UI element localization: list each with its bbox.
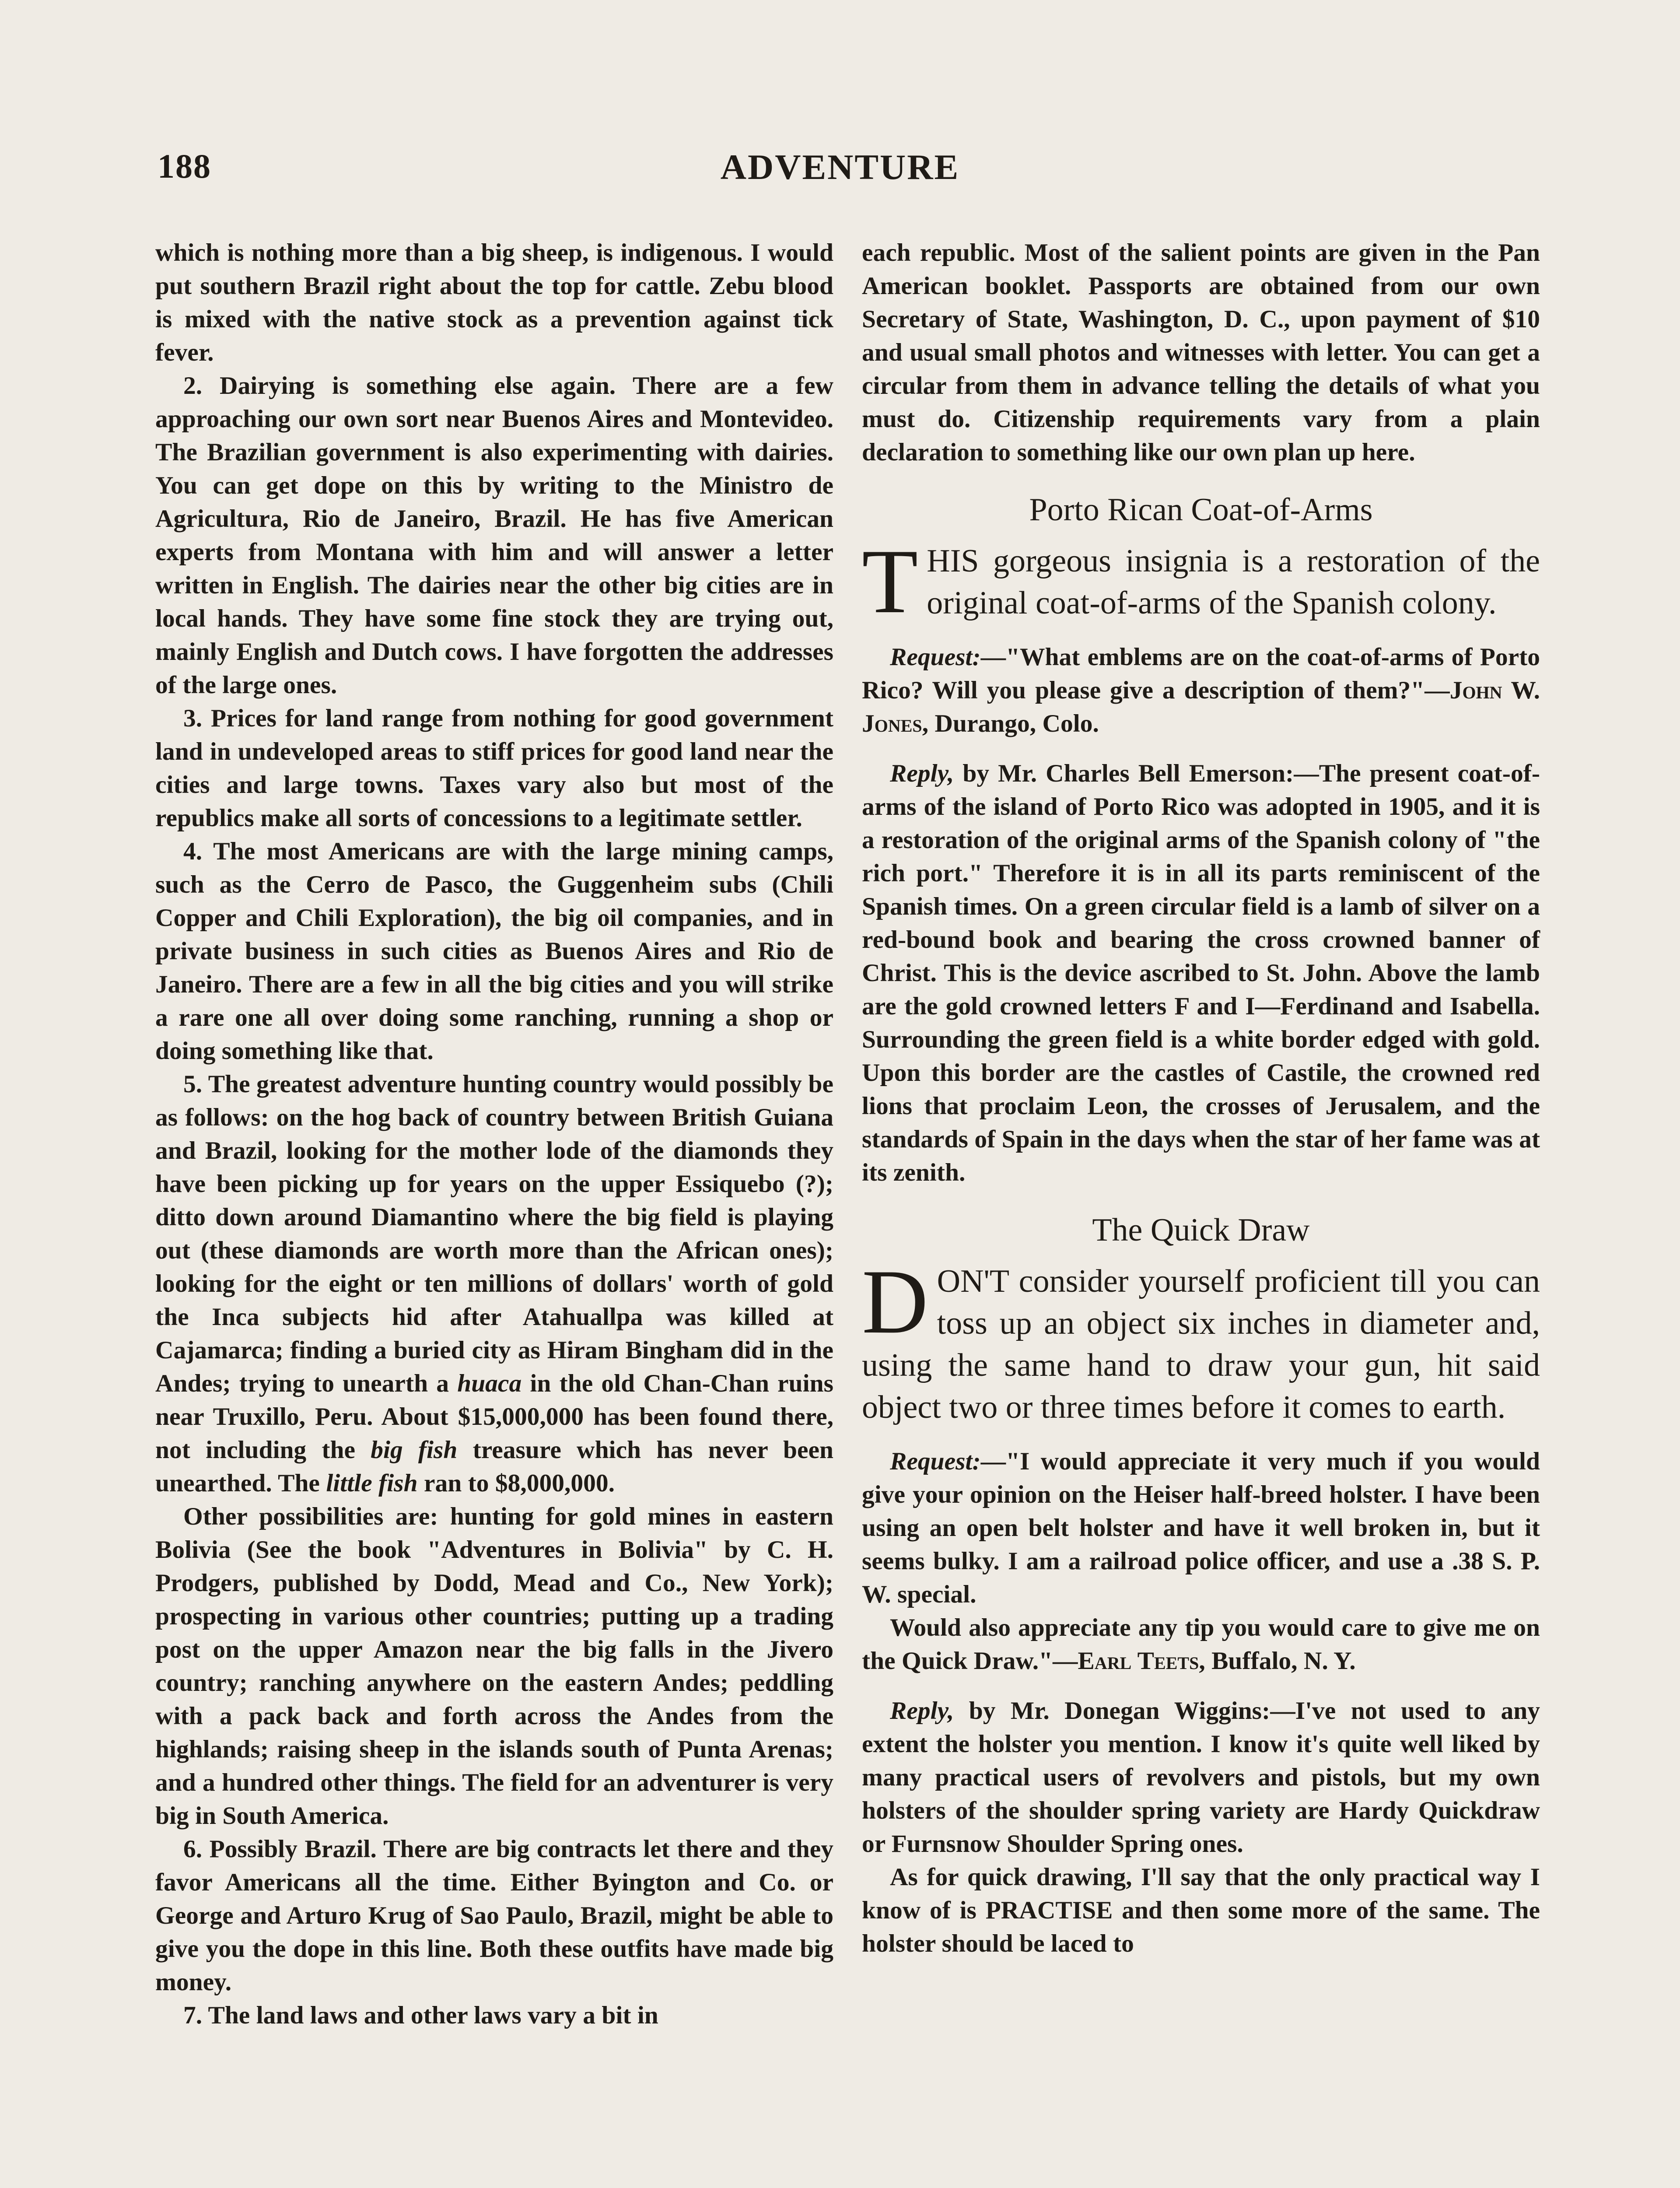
right-column <box>862 236 1540 1960</box>
reply-label: Reply, <box>890 760 954 787</box>
request-label: Request: <box>890 1448 981 1475</box>
text-run: , Buffalo, N. Y. <box>1199 1647 1356 1675</box>
lead-paragraph <box>862 1251 1540 1428</box>
paragraph: 3. Prices for land range from nothing for good government land in undeveloped areas to stiff prices for good land near the cities and large towns. Taxes vary also but most of the republics make all sorts of concessions to a legitimate settler. <box>155 705 833 832</box>
paragraph: 7. The land laws and other laws vary a bit in <box>183 2002 658 2029</box>
paragraph: each republic. Most of the salient points are given in the Pan American booklet. Passports are obtained from our own Secretary of State, Washington, D. C., upon payment of $10 and usual small photos and witnesses with letter. You can get a circular from them in advance telling the details of what you must do. Citizenship requirements vary from a plain declaration to something like our own plan up here. <box>862 239 1540 466</box>
author-name: Earl Teets <box>1078 1647 1199 1675</box>
author-name: John W. Jones <box>862 677 1540 737</box>
left-column <box>155 236 833 2032</box>
reply-paragraph <box>862 757 1540 1189</box>
italic-term: big fish <box>371 1436 458 1464</box>
text-run: , Durango, Colo. <box>922 710 1099 737</box>
text-run: —"I would appreciate it very much if you would give your opinion on the Heiser half-breed holster. I have been using an open belt holster and have it well broken in, but it seems bulky. I am a railroad police officer, and use a .38 S. P. W. special. <box>862 1448 1540 1608</box>
request-label: Request: <box>890 643 981 671</box>
text-run: 5. The greatest adventure hunting country would possibly be as follows: on the hog back of country between British Guiana and Brazil, looking for the mother lode of the diamonds they have been picking up for years on the upper Essiquebo (?); ditto down around Diamantino where the big field is playing out (these diamonds are worth more than the African ones); looking for the eight or ten millions of dollars' worth of gold the Inca subjects hid after Atahuallpa was killed at Cajamarca; finding a buried city as Hiram Bingham did in the Andes; trying to unearth a <box>155 1070 833 1397</box>
italic-term: little fish <box>326 1469 418 1497</box>
text-run: by Mr. Charles Bell Emerson:—The present coat-of-arms of the island of Porto Rico was adopted in 1905, and it is a restoration of the original arms of the Spanish colony of "the rich port." Therefore it is in all its parts reminiscent of the Spanish times. On a green circular field is a lamb of silver on a red-bound book and bearing the cross crowned banner of Christ. This is the device ascribed to St. John. Above the lamb are the gold crowned letters F and I—Ferdinand and Isabella. Surrounding the green field is a white border edged with gold. Upon this border are the castles of Castile, the crowned red lions that proclaim Leon, the crosses of Jerusalem, and the standards of Spain in the days when the star of her fame was at its zenith. <box>862 760 1540 1186</box>
drop-cap: T <box>862 531 918 632</box>
paragraph: which is nothing more than a big sheep, is indigenous. I would put southern Brazil right about the top for cattle. Zebu blood is mixed with the native stock as a prevention against tick fever. <box>155 239 833 366</box>
section-heading: The Quick Draw <box>1092 1212 1310 1248</box>
paragraph: As for quick drawing, I'll say that the only practical way I know of is PRACTISE and then some more of the same. The holster should be laced to <box>862 1863 1540 1957</box>
text-run: —"What emblems are on the coat-of-arms of Porto Rico? Will you please give a description of them?"— <box>862 643 1540 704</box>
page-number: 188 <box>158 147 211 185</box>
paragraph <box>862 1611 1540 1678</box>
text-run: in the old Chan-Chan ruins near Truxillo, Peru. About $15,000,000 has been found there, not including the <box>155 1370 833 1464</box>
lead-paragraph <box>862 531 1540 632</box>
request-paragraph <box>862 1445 1540 1611</box>
drop-cap: D <box>862 1251 928 1353</box>
request-paragraph <box>862 641 1540 740</box>
text-run: HIS gorgeous insignia is a restoration of the original coat-of-arms of the Spanish colony. <box>927 543 1540 621</box>
paragraph: 6. Possibly Brazil. There are big contracts let there and they favor Americans all the time. Either Byington and Co. or George and Arturo Krug of Sao Paulo, Brazil, might be able to give you the dope in this line. Both these outfits have made big money. <box>155 1835 833 1996</box>
page-header <box>149 147 1531 199</box>
section-heading: Porto Rican Coat-of-Arms <box>1029 492 1373 528</box>
text-run: ran to $8,000,000. <box>417 1469 615 1497</box>
paragraph <box>155 1068 833 1500</box>
reply-paragraph <box>862 1694 1540 1861</box>
text-run: by Mr. Donegan Wiggins:—I've not used to any extent the holster you mention. I know it's quite well liked by many practical users of revolvers and pistols, but my own holsters of the shoulder spring variety are Hardy Quickdraw or Furnsnow Shoulder Spring ones. <box>862 1697 1540 1858</box>
paragraph: Other possibilities are: hunting for gold mines in eastern Bolivia (See the book "Adventures in Bolivia" by C. H. Prodgers, published by Dodd, Mead and Co., New York); prospecting in various other countries; putting up a trading post on the upper Amazon near the big falls in the Jivero country; ranching anywhere on the eastern Andes; peddling with a pack back and forth across the Andes from the highlands; raising sheep in the islands south of Punta Arenas; and a hundred other things. The field for an adventurer is very big in South America. <box>155 1503 833 1830</box>
running-head: ADVENTURE <box>720 147 960 187</box>
paragraph: 4. The most Americans are with the large mining camps, such as the Cerro de Pasco, the Guggenheim subs (Chili Copper and Chili Exploration), the big oil companies, and in private business in such cities as Buenos Aires and Rio de Janeiro. There are a few in all the big cities and you will strike a rare one all over doing some ranching, running a shop or doing something like that. <box>155 838 833 1065</box>
text-run: Would also appreciate any tip you would care to give me on the Quick Draw."— <box>862 1614 1540 1675</box>
text-run: ON'T consider yourself proficient till you can toss up an object six inches in diameter and, using the same hand to draw your gun, hit said object two or three times before it comes to earth. <box>862 1263 1540 1425</box>
paragraph: 2. Dairying is something else again. There are a few approaching our own sort near Buenos Aires and Montevideo. The Brazilian government is also experimenting with dairies. You can get dope on this by writing to the Ministro de Agricultura, Rio de Janeiro, Brazil. He has five American experts from Montana with him and will answer a letter written in English. The dairies near the other big cities are in local hands. They have some fine stock they are trying out, mainly English and Dutch cows. I have forgotten the addresses of the large ones. <box>155 372 833 699</box>
text-run: treasure which has never been unearthed. The <box>155 1436 833 1497</box>
reply-label: Reply, <box>890 1697 954 1725</box>
italic-term: huaca <box>457 1370 522 1397</box>
